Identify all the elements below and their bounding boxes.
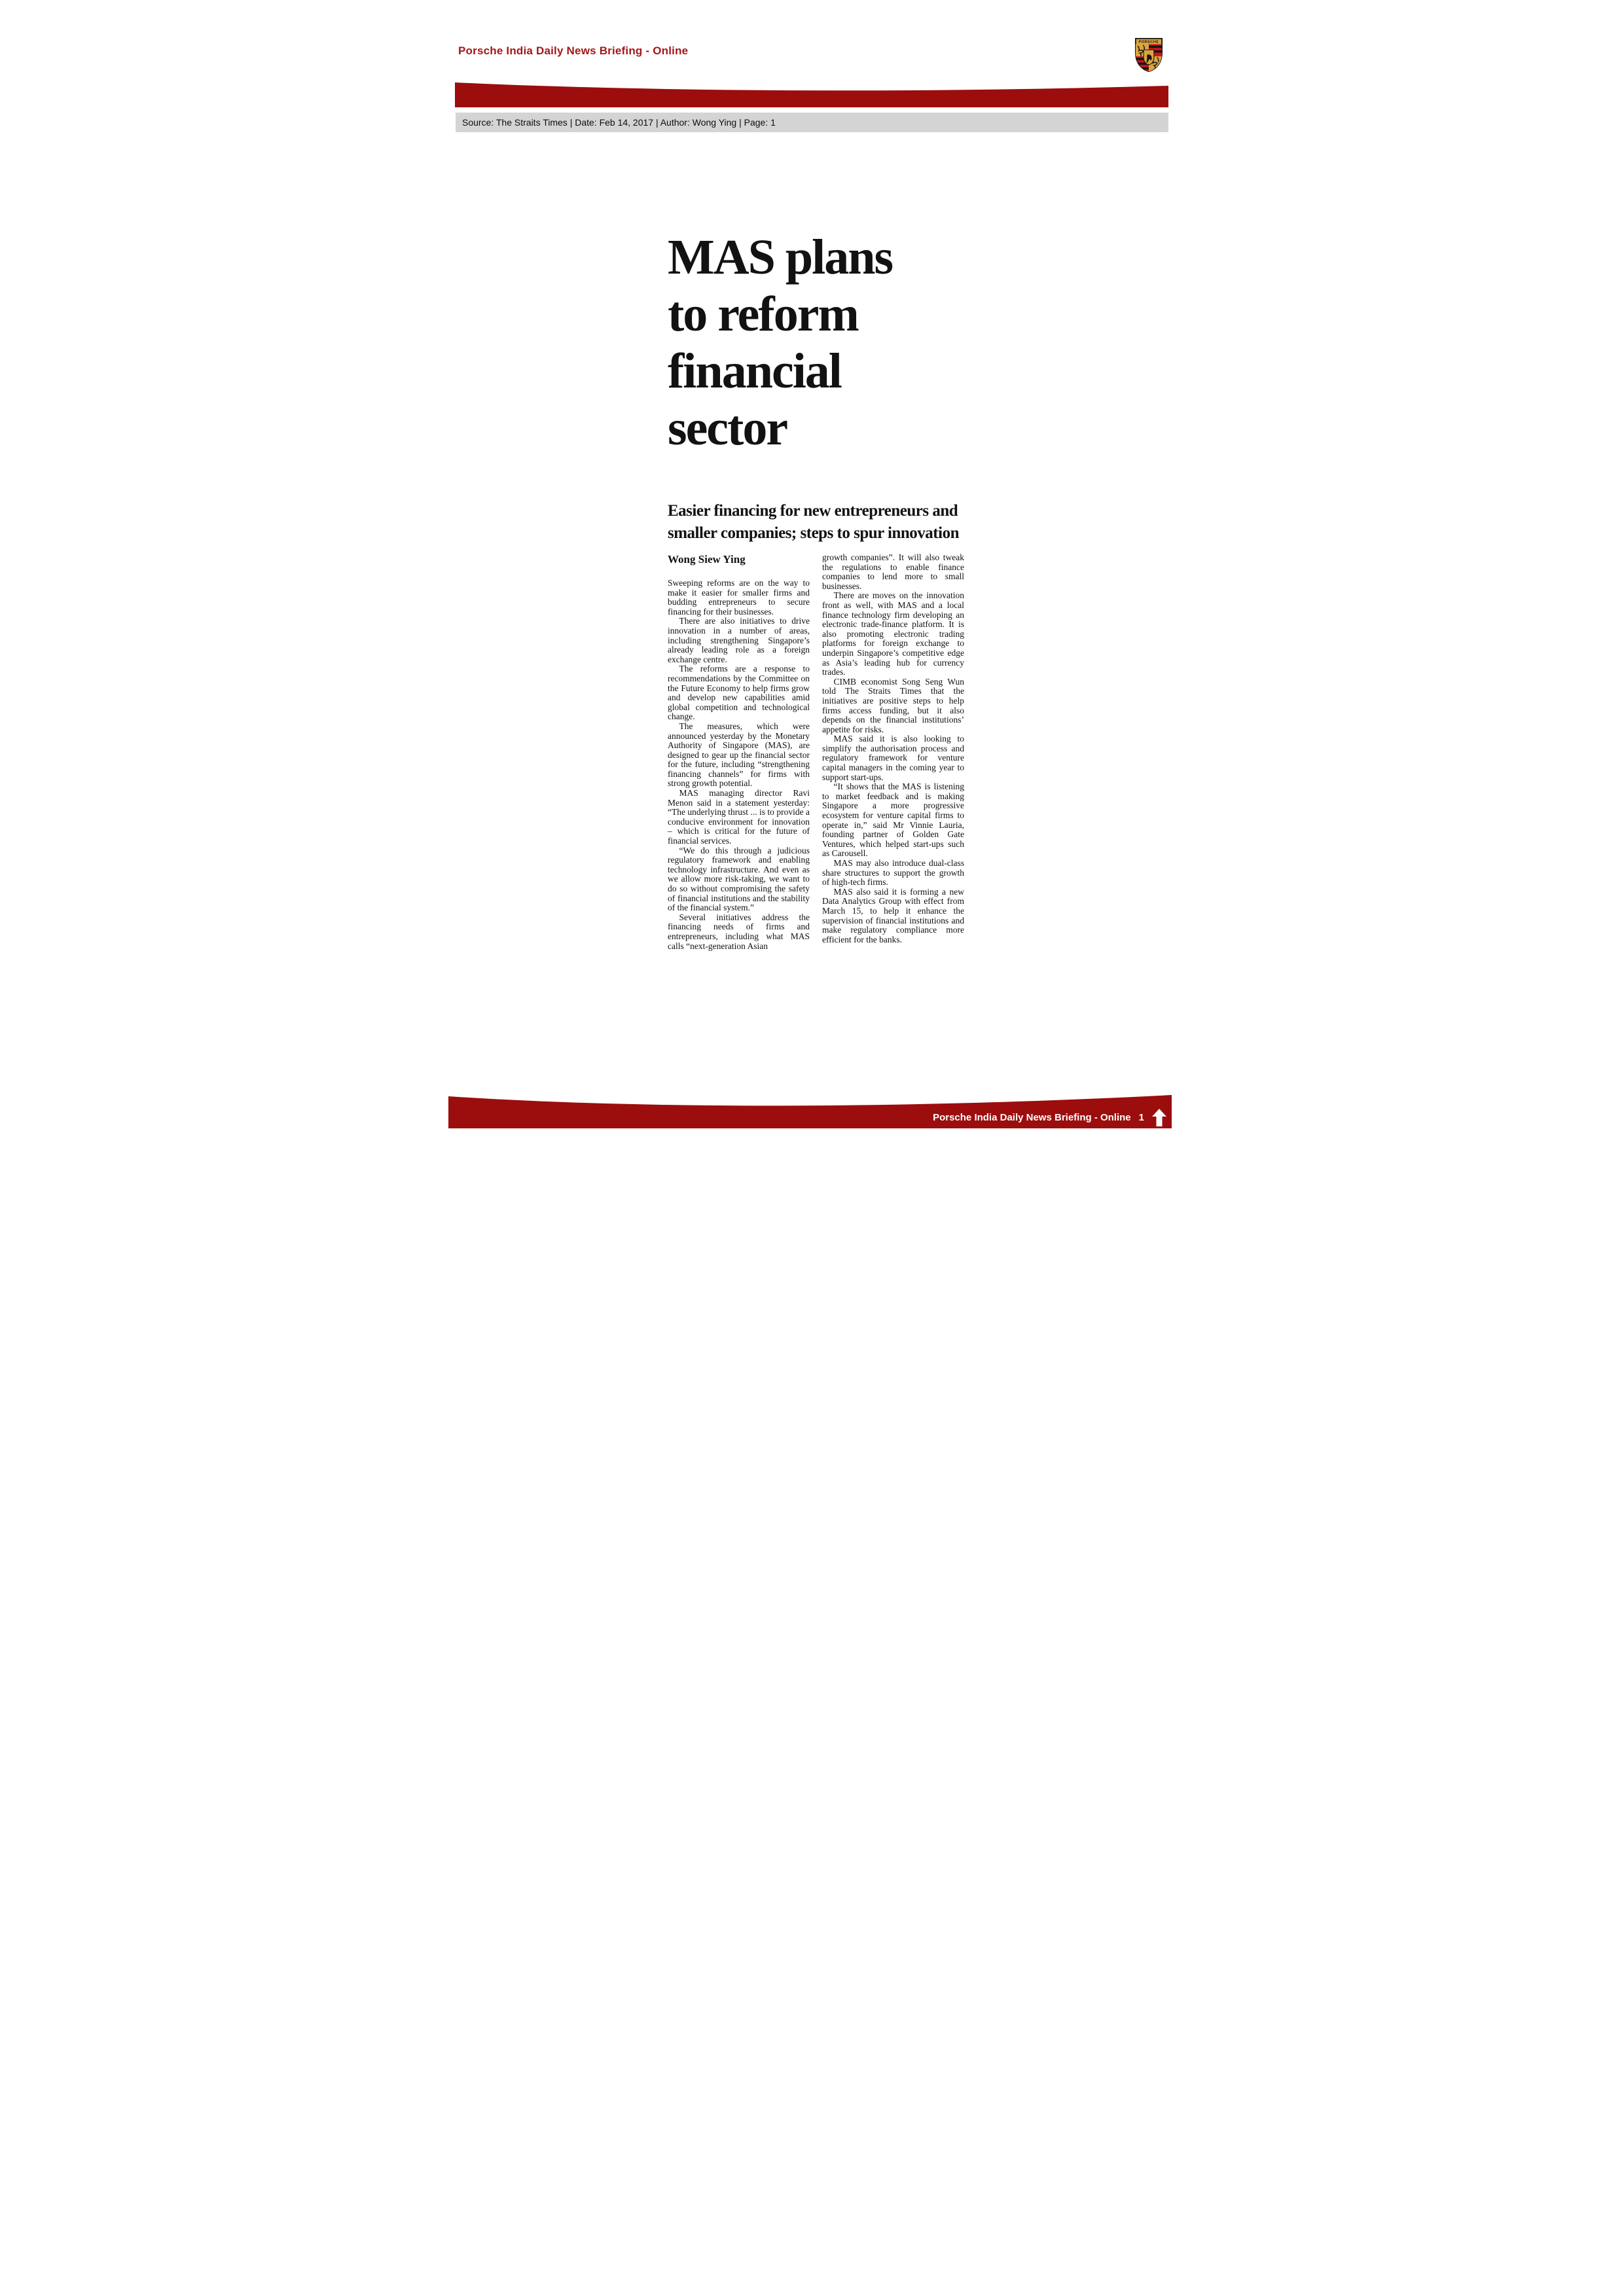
source-bar	[456, 113, 1168, 132]
article-paragraph: growth companies”. It will also tweak the regulations to enable finance companies to lend more to small businesses.	[822, 552, 964, 591]
footer-label: Porsche India Daily News Briefing - Online	[933, 1112, 1131, 1123]
headline-line: MAS plans	[668, 230, 893, 285]
article-paragraph: The measures, which were announced yesterday by the Monetary Authority of Singapore (MAS), are designed to gear up the financial sector for the future, including “strengthening financing channels” for firms with strong growth potential.	[668, 721, 810, 789]
subheadline	[668, 500, 959, 545]
article-paragraph: CIMB economist Song Seng Wun told The Straits Times that the initiatives are positive steps to help firms access funding, but it also depends on the financial institutions’ appetite for risks.	[822, 676, 964, 734]
porsche-crest-logo	[1134, 37, 1164, 73]
article-column-left	[668, 579, 810, 951]
footer-line	[933, 1109, 1166, 1126]
header-swoosh-divider	[455, 82, 1168, 107]
article-paragraph: “We do this through a judicious regulatory framework and enabling technology infrastructure. And even as we allow more risk-taking, we want to do so without compromising the safety of financial institutions and the stability of the financial system.”	[668, 845, 810, 913]
briefing-page	[406, 0, 1218, 1148]
porsche-crest-icon	[1134, 37, 1164, 73]
article-paragraph: MAS also said it is forming a new Data Analytics Group with effect from March 15, to help it enhance the supervision of financial institutions and make regulatory compliance more efficient for the banks.	[822, 886, 964, 944]
article-paragraph: Sweeping reforms are on the way to make it easier for smaller firms and budding entrepreneurs to secure financing for their businesses.	[668, 578, 810, 617]
article-paragraph: The reforms are a response to recommendations by the Committee on the Future Economy to help firms grow and develop new capabilities amid global competition and technological change.	[668, 664, 810, 722]
article-paragraph: There are also initiatives to drive innovation in a number of areas, including strengthening Singapore’s already leading role as a foreign exchange centre.	[668, 616, 810, 664]
article-paragraph: MAS may also introduce dual-class share structures to support the growth of high-tech firms.	[822, 858, 964, 888]
headline-line: sector	[668, 401, 787, 456]
article-paragraph: MAS managing director Ravi Menon said in a statement yesterday: “The underlying thrust ... is to provide a conducive environment for innovation – which is critical for the future of financial services.	[668, 788, 810, 846]
byline: Wong Siew Ying	[668, 553, 746, 565]
subheadline-line: Easier financing for new entrepreneurs and	[668, 502, 958, 520]
svg-text:PORSCHE: PORSCHE	[1138, 40, 1159, 45]
headline-line: to reform	[668, 287, 858, 342]
subheadline-line: smaller companies; steps to spur innovation	[668, 524, 959, 542]
article-column-right	[822, 553, 964, 944]
article-paragraph: Several initiatives address the financing needs of firms and entrepreneurs, including what MAS calls “next-generation Asian	[668, 912, 810, 951]
footer-page-number: 1	[1138, 1112, 1144, 1123]
article-paragraph: “It shows that the MAS is listening to market feedback and is making Singapore a more progressive ecosystem for venture capital firms to operate in,” said Mr Vinnie Lauria, founding partner of Golden Gate Ventures, which helped start-ups such as Carousell.	[822, 781, 964, 859]
article-paragraph: There are moves on the innovation front as well, with MAS and a local finance technology firm developing an electronic trade-finance platform. It is also promoting electronic trading platforms for foreign exchange to underpin Singapore’s competitive edge as Asia’s leading hub for currency trades.	[822, 590, 964, 677]
headline-line: financial	[668, 344, 841, 399]
source-text: Source: The Straits Times | Date: Feb 14, 2017 | Author: Wong Ying | Page: 1	[462, 117, 776, 128]
page-title	[668, 229, 892, 457]
back-to-top-arrow-icon[interactable]	[1152, 1109, 1166, 1126]
article-paragraph: MAS said it is also looking to simplify the authorisation process and regulatory framework for venture capital managers in the coming year to support start-ups.	[822, 734, 964, 782]
masthead-title: Porsche India Daily News Briefing - Online	[458, 45, 689, 57]
